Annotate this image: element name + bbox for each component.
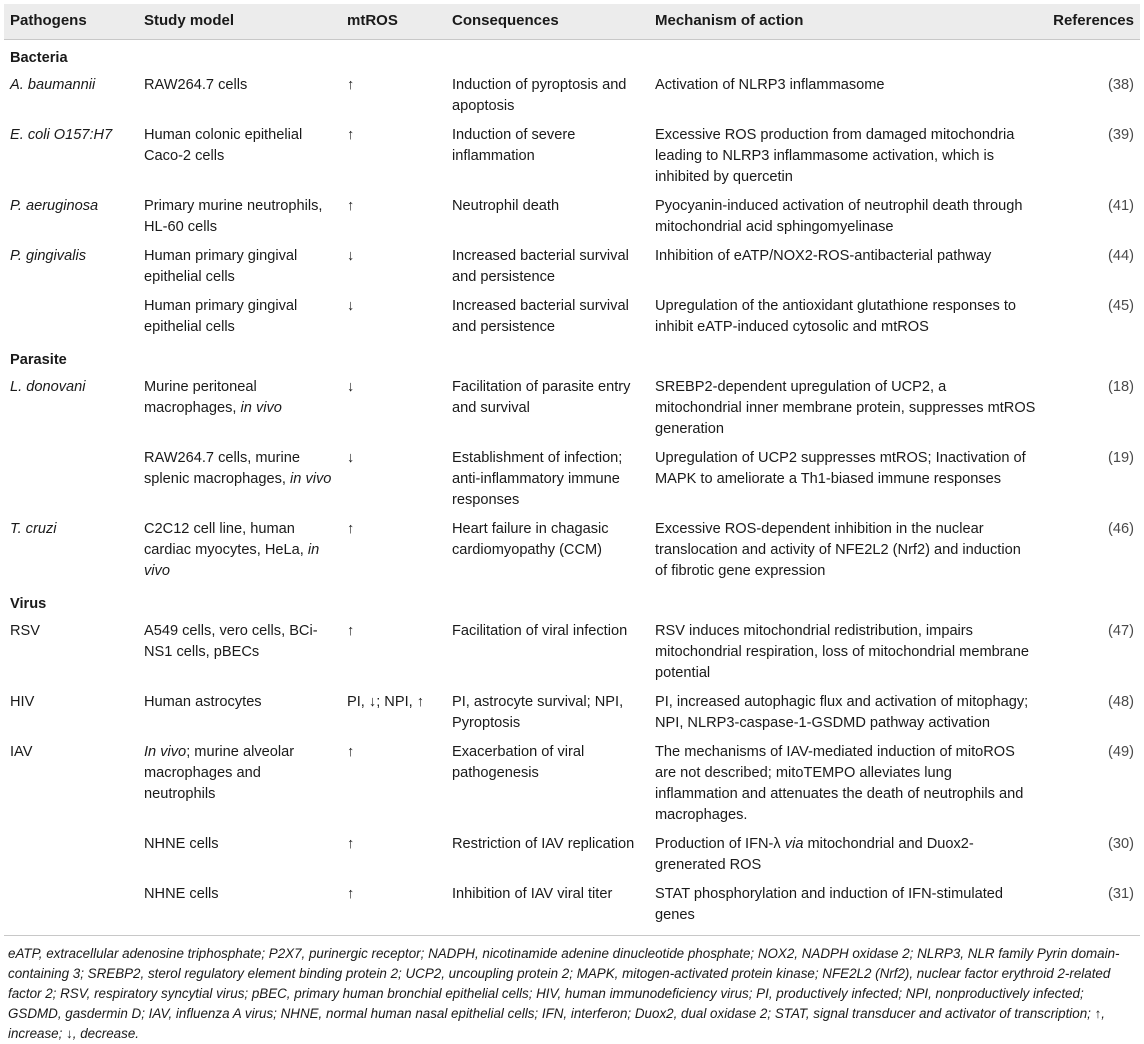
cell-reference: (31) xyxy=(1108,886,1134,902)
cell-study-model xyxy=(138,688,341,738)
table-row xyxy=(4,830,1140,880)
cell-consequences: Increased bacterial survival and persistence xyxy=(452,298,629,335)
cell-study-model xyxy=(138,738,341,830)
cell-pathogen: IAV xyxy=(10,744,33,760)
study-model-text: Human primary gingival epithelial cells xyxy=(144,298,298,335)
table-row xyxy=(4,688,1140,738)
cell-consequences: Facilitation of parasite entry and survival xyxy=(452,379,631,416)
cell-mechanism: Pyocyanin-induced activation of neutrophil death through mitochondrial acid sphingomyelinase xyxy=(655,198,1023,235)
cell-mechanism: Excessive ROS production from damaged mitochondria leading to NLRP3 inflammasome activation, which is inhibited by quercetin xyxy=(655,127,1015,185)
header-study-model: Study model xyxy=(138,4,341,40)
table-row xyxy=(4,515,1140,586)
cell-mechanism xyxy=(649,830,1042,880)
cell-study-model xyxy=(138,617,341,688)
cell-mechanism: Excessive ROS-dependent inhibition in the nuclear translocation and activity of NFE2L2 (Nrf2) and induction of fibrotic gene expression xyxy=(655,521,1021,579)
cell-mechanism: The mechanisms of IAV-mediated induction of mitoROS are not described; mitoTEMPO alleviates lung inflammation and attenuates the death of neutrophils and macrophages. xyxy=(655,744,1024,823)
cell-consequences: Establishment of infection; anti-inflammatory immune responses xyxy=(452,450,623,508)
cell-study-model xyxy=(138,242,341,292)
cell-study-model xyxy=(138,292,341,342)
study-model-italic: in vivo xyxy=(290,471,332,487)
cell-pathogen: E. coli O157:H7 xyxy=(10,127,113,143)
header-pathogens: Pathogens xyxy=(4,4,138,40)
cell-mtros: ↑ xyxy=(347,127,355,143)
table-row xyxy=(4,71,1140,121)
group-label: Bacteria xyxy=(10,50,68,66)
cell-mechanism: STAT phosphorylation and induction of IFN-stimulated genes xyxy=(655,886,1003,923)
table-row xyxy=(4,292,1140,342)
study-model-text: Human primary gingival epithelial cells xyxy=(144,248,298,285)
cell-reference: (30) xyxy=(1108,836,1134,852)
cell-mechanism: Upregulation of UCP2 suppresses mtROS; Inactivation of MAPK to ameliorate a Th1-biased immune responses xyxy=(655,450,1026,487)
header-consequences: Consequences xyxy=(446,4,649,40)
cell-reference: (19) xyxy=(1108,450,1134,466)
cell-study-model xyxy=(138,373,341,444)
study-model-text: Murine peritoneal macrophages, xyxy=(144,379,257,416)
cell-consequences: Restriction of IAV replication xyxy=(452,836,635,852)
cell-reference: (46) xyxy=(1108,521,1134,537)
table-row xyxy=(4,880,1140,935)
cell-reference: (45) xyxy=(1108,298,1134,314)
cell-consequences: Neutrophil death xyxy=(452,198,560,214)
study-model-text: ; murine alveolar macrophages and neutrophils xyxy=(144,744,295,802)
cell-mtros: ↓ xyxy=(347,379,355,395)
cell-mtros: ↑ xyxy=(347,623,355,639)
group-row xyxy=(4,40,1140,72)
cell-reference: (38) xyxy=(1108,77,1134,93)
study-model-text: C2C12 cell line, human cardiac myocytes, HeLa, xyxy=(144,521,308,558)
cell-pathogen: RSV xyxy=(10,623,41,639)
cell-mtros: ↓ xyxy=(347,450,355,466)
cell-mtros: ↑ xyxy=(347,521,355,537)
group-row xyxy=(4,586,1140,617)
pathogen-mtros-table xyxy=(4,4,1140,935)
study-model-italic: in vivo xyxy=(144,542,320,579)
cell-study-model xyxy=(138,880,341,935)
table-row xyxy=(4,242,1140,292)
table-row xyxy=(4,444,1140,515)
study-model-text: Primary murine neutrophils, HL-60 cells xyxy=(144,198,323,235)
cell-consequences: Induction of severe inflammation xyxy=(452,127,576,164)
header-mtros: mtROS xyxy=(341,4,446,40)
group-label: Parasite xyxy=(10,352,67,368)
cell-study-model xyxy=(138,830,341,880)
cell-study-model xyxy=(138,192,341,242)
cell-mtros: PI, ↓; NPI, ↑ xyxy=(347,694,425,710)
cell-mechanism: Activation of NLRP3 inflammasome xyxy=(655,77,885,93)
cell-mechanism: SREBP2-dependent upregulation of UCP2, a mitochondrial inner membrane protein, suppresses mtROS generation xyxy=(655,379,1036,437)
cell-mechanism: RSV induces mitochondrial redistribution, impairs mitochondrial respiration, loss of mitochondrial membrane potential xyxy=(655,623,1029,681)
study-model-text: RAW264.7 cells, murine splenic macrophages, xyxy=(144,450,300,487)
group-row xyxy=(4,342,1140,373)
cell-reference: (39) xyxy=(1108,127,1134,143)
cell-study-model xyxy=(138,71,341,121)
table-row xyxy=(4,617,1140,688)
mechanism-italic: via xyxy=(784,836,804,852)
cell-consequences: Facilitation of viral infection xyxy=(452,623,628,639)
cell-consequences: Increased bacterial survival and persistence xyxy=(452,248,629,285)
study-model-text: NHNE cells xyxy=(144,886,219,902)
cell-pathogen: L. donovani xyxy=(10,379,86,395)
cell-mtros: ↑ xyxy=(347,198,355,214)
cell-study-model xyxy=(138,444,341,515)
table-footnote: eATP, extracellular adenosine triphosphate; P2X7, purinergic receptor; NADPH, nicotinamide adenine dinucleotide phosphate; NOX2, NADPH oxidase 2; NLRP3, NLR family Pyrin domain-containing 3; SREBP2, sterol regulatory element binding protein 2; UCP2, uncoupling protein 2; MAPK, mitogen-activated protein kinase; NFE2L2 (Nrf2), nuclear factor erythroid 2-related factor 2; RSV, respiratory syncytial virus; pBEC, primary human bronchial epithelial cells; HIV, human immunodeficiency virus; PI, productively infected; NPI, nonproductively infected; GSDMD, gasdermin D; IAV, influenza A virus; NHNE, normal human nasal epithelial cells; IFN, interferon; Duox2, dual oxidase 2; STAT, signal transducer and activator of transcription; ↑, increase; ↓, decrease. xyxy=(8,946,1120,1041)
cell-consequences: PI, astrocyte survival; NPI, Pyroptosis xyxy=(452,694,624,731)
cell-mtros: ↓ xyxy=(347,248,355,264)
cell-pathogen: A. baumannii xyxy=(10,77,96,93)
cell-mtros: ↑ xyxy=(347,836,355,852)
cell-study-model xyxy=(138,121,341,192)
cell-consequences: Exacerbation of viral pathogenesis xyxy=(452,744,585,781)
study-model-text: RAW264.7 cells xyxy=(144,77,248,93)
header-references: References xyxy=(1042,4,1140,40)
cell-reference: (48) xyxy=(1108,694,1134,710)
cell-consequences: Induction of pyroptosis and apoptosis xyxy=(452,77,627,114)
cell-reference: (18) xyxy=(1108,379,1134,395)
table-row xyxy=(4,192,1140,242)
cell-reference: (47) xyxy=(1108,623,1134,639)
study-model-text: NHNE cells xyxy=(144,836,219,852)
study-model-text: Human astrocytes xyxy=(144,694,262,710)
cell-reference: (41) xyxy=(1108,198,1134,214)
cell-mechanism: Upregulation of the antioxidant glutathione responses to inhibit eATP-induced cytosolic and mtROS xyxy=(655,298,1017,335)
table-row xyxy=(4,738,1140,830)
cell-reference: (49) xyxy=(1108,744,1134,760)
cell-mtros: ↑ xyxy=(347,744,355,760)
cell-consequences: Inhibition of IAV viral titer xyxy=(452,886,613,902)
cell-pathogen: P. gingivalis xyxy=(10,248,86,264)
cell-mtros: ↓ xyxy=(347,298,355,314)
cell-consequences: Heart failure in chagasic cardiomyopathy (CCM) xyxy=(452,521,609,558)
cell-mtros: ↑ xyxy=(347,77,355,93)
study-model-text: A549 cells, vero cells, BCi-NS1 cells, pBECs xyxy=(144,623,318,660)
header-row xyxy=(4,4,1140,40)
cell-mechanism: PI, increased autophagic flux and activation of mitophagy; NPI, NLRP3-caspase-1-GSDMD pathway activation xyxy=(655,694,1029,731)
study-model-italic: In vivo xyxy=(144,744,187,760)
study-model-text: Human colonic epithelial Caco-2 cells xyxy=(144,127,303,164)
cell-pathogen: HIV xyxy=(10,694,35,710)
table-row xyxy=(4,373,1140,444)
table-row xyxy=(4,121,1140,192)
table-body xyxy=(4,40,1140,936)
cell-pathogen xyxy=(4,880,138,935)
cell-reference: (44) xyxy=(1108,248,1134,264)
header-mechanism: Mechanism of action xyxy=(649,4,1042,40)
group-label: Virus xyxy=(10,596,47,612)
cell-mtros: ↑ xyxy=(347,886,355,902)
cell-pathogen xyxy=(4,830,138,880)
study-model-italic: in vivo xyxy=(240,400,282,416)
mechanism-text: Production of IFN-λ xyxy=(655,836,785,852)
cell-study-model xyxy=(138,515,341,586)
cell-pathogen xyxy=(4,444,138,515)
cell-pathogen: T. cruzi xyxy=(10,521,57,537)
cell-pathogen: P. aeruginosa xyxy=(10,198,99,214)
cell-pathogen xyxy=(4,292,138,342)
mechanism-text: mitochondrial and Duox2-grenerated ROS xyxy=(655,836,974,873)
cell-mechanism: Inhibition of eATP/NOX2-ROS-antibacterial pathway xyxy=(655,248,992,264)
